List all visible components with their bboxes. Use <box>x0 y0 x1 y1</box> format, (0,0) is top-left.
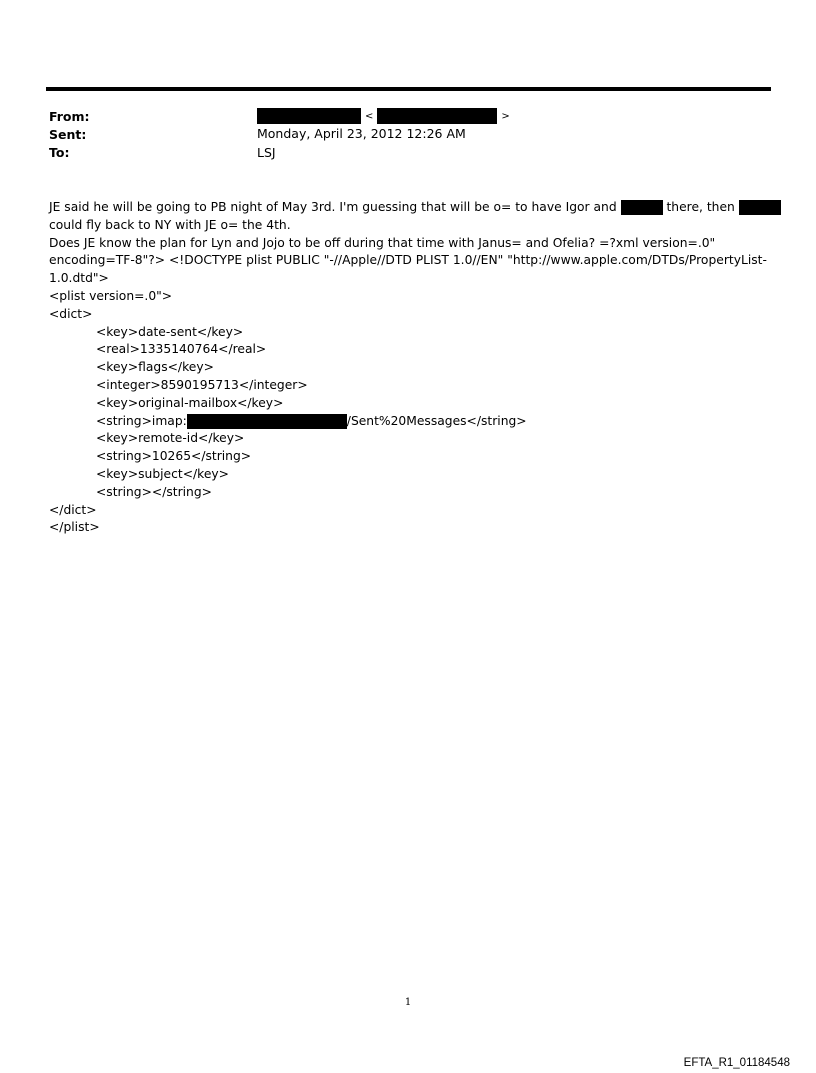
page-number: 1 <box>404 997 412 1008</box>
body-line: <string></string> <box>96 484 212 499</box>
body-line: Does JE know the plan for Lyn and Jojo to be off during that time with Janus= and Ofelia? =?xml version=.0" <box>49 235 716 250</box>
to-label: To: <box>49 145 70 160</box>
body-line: <plist version=.0"> <box>49 288 173 303</box>
document-id: EFTA_R1_01184548 <box>683 1057 790 1069</box>
sent-label: Sent: <box>49 127 87 142</box>
from-open-bracket: < <box>364 111 374 122</box>
body-line: <key>subject</key> <box>96 466 229 481</box>
redaction-box <box>621 200 663 215</box>
body-line: <dict> <box>49 306 93 321</box>
redaction-box <box>377 108 497 124</box>
message-body <box>49 199 769 537</box>
redaction-box <box>739 200 781 215</box>
body-line: 1.0.dtd"> <box>49 271 109 286</box>
redaction-box <box>257 108 361 124</box>
body-line: <key>flags</key> <box>96 360 214 375</box>
redaction-box <box>187 414 347 429</box>
body-line: JE said he will be going to PB night of May 3rd. I'm guessing that will be o= to have Igor and there, then <box>49 199 769 217</box>
header-rule <box>46 87 771 91</box>
body-line: <key>remote-id</key> <box>96 431 245 446</box>
body-line: </dict> <box>49 502 97 517</box>
body-line: <string>10265</string> <box>96 449 252 464</box>
body-line: <key>date-sent</key> <box>96 324 244 339</box>
from-label: From: <box>49 109 90 124</box>
body-line: <integer>8590195713</integer> <box>96 377 308 392</box>
from-value <box>257 107 510 124</box>
body-line: <key>original-mailbox</key> <box>96 395 284 410</box>
body-line: encoding=TF-8"?> <!DOCTYPE plist PUBLIC "-//Apple//DTD PLIST 1.0//EN" "http://www.apple.com/DTDs/PropertyList- <box>49 253 767 268</box>
from-close-bracket: > <box>501 111 510 122</box>
body-line: </plist> <box>49 520 100 535</box>
body-line: <string>imap: /Sent%20Messages</string> <box>96 413 527 428</box>
body-line: could fly back to NY with JE o= the 4th. <box>49 217 291 232</box>
to-value: LSJ <box>257 145 276 160</box>
body-line: <real>1335140764</real> <box>96 342 267 357</box>
sent-value: Monday, April 23, 2012 12:26 AM <box>257 126 466 141</box>
